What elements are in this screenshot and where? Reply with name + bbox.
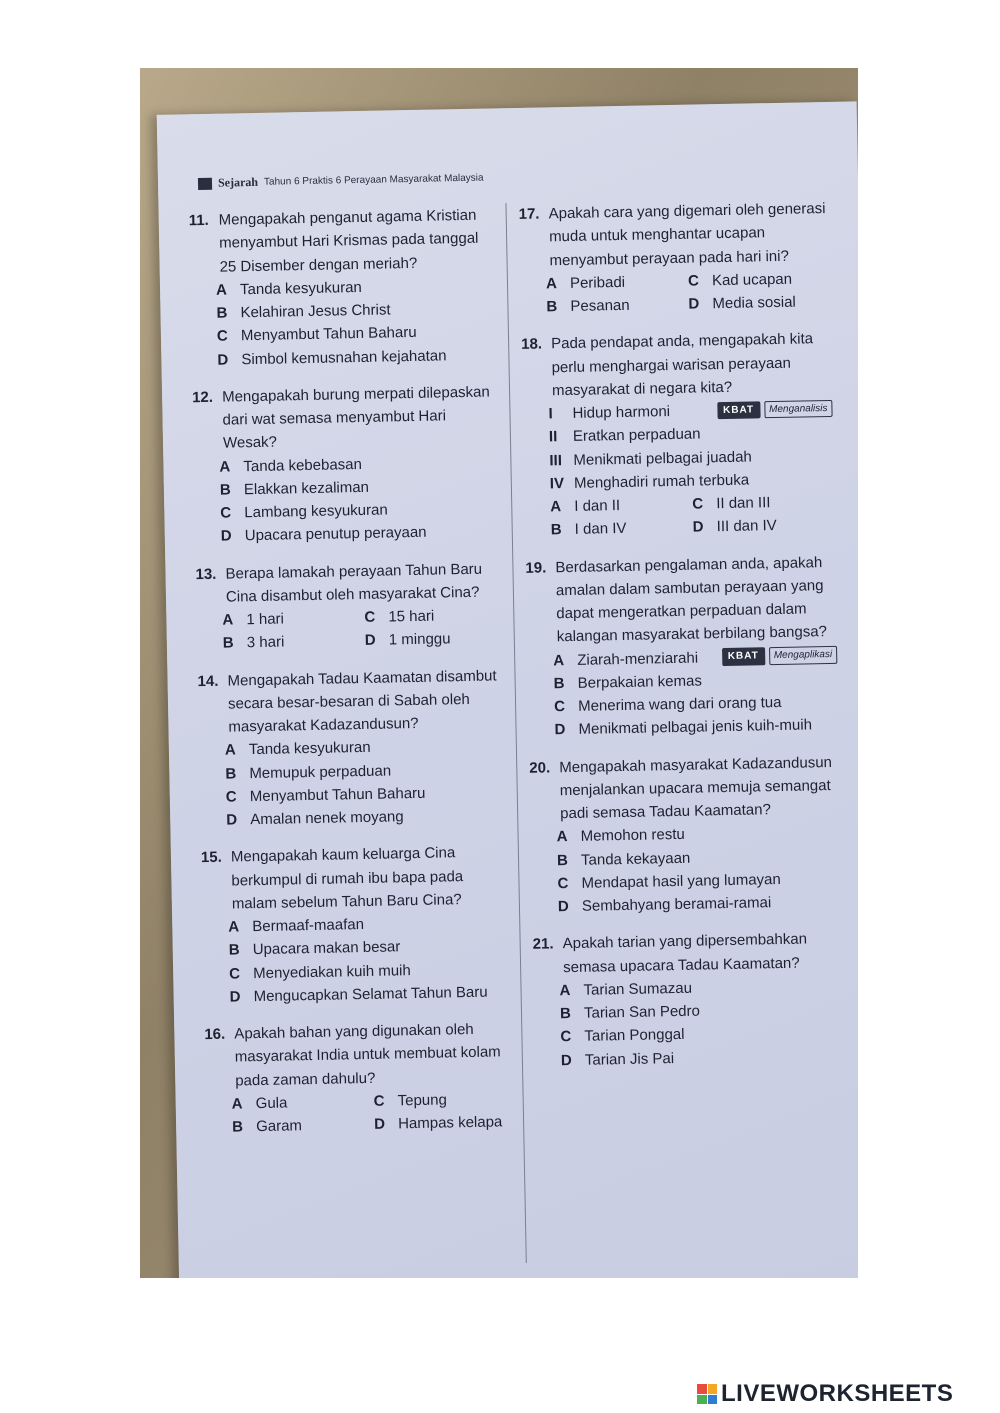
- option-letter: B: [228, 941, 240, 959]
- option-text: Tarian Ponggal: [584, 1026, 685, 1046]
- option-text: Memohon restu: [580, 826, 685, 846]
- option-letter: A: [231, 1095, 243, 1113]
- option-text: Lambang kesyukuran: [244, 501, 388, 522]
- option[interactable]: [191, 343, 501, 372]
- question-15: [201, 840, 514, 1009]
- question-text: Mengapakah masyarakat Kadazandusun menjalankan upacara memuja semangat padi semasa Tadau Kaamatan?: [559, 753, 833, 823]
- option-letter: A: [215, 281, 228, 299]
- option-letter: B: [546, 298, 558, 316]
- option-letter: A: [228, 918, 240, 936]
- option-text: 1 hari: [246, 610, 285, 629]
- option-text: Media sosial: [712, 293, 796, 313]
- right-column: [518, 197, 845, 1087]
- answer-options: [524, 490, 835, 542]
- option-letter: D: [217, 351, 229, 369]
- question-number: 11.: [188, 211, 209, 230]
- page-header: [198, 171, 484, 191]
- mark-square-green: [697, 1395, 707, 1405]
- option-text: Memupuk perpaduan: [249, 761, 392, 782]
- question-text: Apakah bahan yang digunakan oleh masyarakat India untuk membuat kolam pada zaman dahulu?: [234, 1020, 501, 1089]
- option-letter: D: [688, 295, 700, 313]
- option-text: Tanda kesyukuran: [248, 739, 371, 759]
- option[interactable]: [200, 803, 510, 832]
- option[interactable]: [532, 890, 842, 919]
- option-text: Upacara makan besar: [252, 938, 401, 959]
- option-text: Tarian Sumazau: [583, 979, 693, 999]
- option-text: 1 minggu: [388, 630, 451, 649]
- question-number: 20.: [529, 758, 551, 777]
- option-text: Kelahiran Jesus Christ: [240, 301, 391, 322]
- option-text: Tarian Jis Pai: [584, 1049, 675, 1069]
- option[interactable]: [546, 293, 688, 319]
- option[interactable]: [223, 629, 365, 655]
- option-text: 3 hari: [246, 633, 285, 652]
- option-text: Menyediakan kuih muih: [253, 961, 411, 982]
- option[interactable]: [688, 290, 830, 316]
- kbat-badge: [717, 400, 833, 420]
- question-18: [521, 327, 835, 542]
- option-letter: B: [553, 674, 565, 693]
- answer-options: [520, 267, 831, 319]
- option-text: Kad ucapan: [711, 270, 793, 289]
- question-number: 14.: [197, 672, 219, 690]
- option-letter: D: [226, 811, 238, 829]
- option[interactable]: [222, 606, 364, 632]
- option-letter: A: [222, 611, 234, 629]
- option-text: II dan III: [716, 494, 771, 513]
- option-text: Berpakaian kemas: [577, 672, 703, 692]
- question-number: 13.: [195, 565, 217, 583]
- option[interactable]: [364, 603, 506, 629]
- subject-title: Sejarah: [217, 174, 259, 190]
- option-text: Ziarah-menziarahi: [577, 649, 699, 669]
- mark-square-blue: [708, 1395, 718, 1405]
- option-letter: A: [545, 274, 558, 293]
- option-text: Tepung: [397, 1091, 448, 1110]
- answer-options: [205, 1087, 516, 1139]
- book-logo-icon: [198, 177, 212, 189]
- question-number: 18.: [521, 335, 543, 354]
- option-letter: C: [225, 788, 237, 806]
- option-letter: A: [553, 651, 565, 669]
- option-text: Upacara penutup perayaan: [244, 523, 427, 545]
- option-letter: D: [560, 1051, 572, 1069]
- question-11: [189, 203, 502, 372]
- option[interactable]: [365, 626, 507, 652]
- option-letter: A: [219, 457, 231, 476]
- worksheet-page: [157, 101, 858, 1278]
- option-letter: C: [373, 1092, 385, 1110]
- option-letter: A: [556, 828, 568, 846]
- question-17: [518, 197, 830, 319]
- option-text: III dan IV: [716, 517, 777, 536]
- kbat-badge: [722, 646, 838, 666]
- option-text: Mengucapkan Selamat Tahun Baru: [253, 983, 488, 1005]
- question-number: 12.: [191, 388, 214, 406]
- option[interactable]: [692, 513, 834, 539]
- option-text: I dan IV: [574, 520, 627, 539]
- option-letter: B: [559, 1005, 572, 1023]
- option-letter: B: [216, 304, 228, 322]
- statement-text: Hidup harmoni: [572, 403, 671, 422]
- option-text: Amalan nenek moyang: [250, 808, 404, 829]
- option-letter: D: [692, 518, 704, 536]
- option-letter: C: [692, 495, 704, 513]
- option[interactable]: [528, 713, 838, 742]
- option-letter: D: [557, 898, 569, 916]
- option-letter: B: [556, 851, 569, 869]
- option-letter: B: [222, 634, 234, 652]
- option-letter: B: [550, 521, 562, 539]
- option-letter: A: [559, 981, 571, 1000]
- question-text: Berdasarkan pengalaman anda, apakah amalan dalam sambutan perayaan yang dapat mengeratkan perpaduan dalam kalangan masyarakat berbilang bangsa?: [555, 553, 828, 646]
- question-text: Mengapakah Tadau Kaamatan disambut secara besar-besaran di Sabah oleh masyarakat Kadazandusun?: [227, 666, 497, 736]
- question-text: Mengapakah penganut agama Kristian menyambut Hari Krismas pada tanggal 25 Disember dengan meriah?: [218, 206, 479, 276]
- brand-name: LIVEWORKSHEETS: [721, 1380, 954, 1407]
- option-letter: C: [364, 608, 376, 626]
- question-16: [204, 1017, 516, 1139]
- question-19: [525, 550, 839, 742]
- question-20: [529, 750, 842, 919]
- statement-text: Eratkan perpaduan: [572, 425, 701, 446]
- option-letter: B: [231, 1118, 244, 1136]
- question-text: Apakah tarian yang dipersembahkan semasa upacara Tadau Kaamatan?: [562, 930, 808, 976]
- option-text: 15 hari: [388, 607, 435, 626]
- question-number: 17.: [518, 205, 540, 223]
- option-text: Garam: [255, 1117, 303, 1136]
- mark-square-orange: [708, 1384, 718, 1394]
- question-13: [195, 557, 507, 656]
- answer-options: [196, 603, 507, 655]
- option[interactable]: [688, 267, 830, 293]
- option-text: Bermaaf-maafan: [252, 915, 365, 936]
- option-letter: A: [224, 741, 236, 759]
- liveworksheets-logo: [697, 1380, 953, 1408]
- option[interactable]: [231, 1090, 373, 1116]
- option-letter: C: [229, 964, 241, 983]
- kbat-tag: KBAT: [722, 648, 765, 666]
- kbat-label: Menganalisis: [764, 400, 833, 419]
- option-text: Hampas kelapa: [397, 1113, 503, 1133]
- option-text: Menyambut Tahun Baharu: [240, 324, 417, 345]
- option[interactable]: [546, 269, 688, 295]
- question-text: Apakah cara yang digemari oleh generasi muda untuk menghantar ucapan menyambut perayaan pada hari ini?: [548, 200, 826, 269]
- option[interactable]: [203, 980, 513, 1009]
- question-text: Berapa lamakah perayaan Tahun Baru Cina disambut oleh masyarakat Cina?: [225, 560, 483, 606]
- question-number: 16.: [204, 1025, 226, 1044]
- option-letter: D: [373, 1115, 386, 1133]
- kbat-label: Mengaplikasi: [769, 646, 838, 665]
- mark-square-red: [697, 1384, 707, 1394]
- option[interactable]: [550, 493, 692, 519]
- option-text: Tanda kesyukuran: [239, 278, 362, 299]
- option-text: I dan II: [574, 497, 621, 515]
- option-letter: A: [550, 498, 562, 516]
- option-text: Peribadi: [569, 273, 626, 292]
- question-21: [532, 927, 845, 1072]
- option-text: Simbol kemusnahan kejahatan: [241, 346, 447, 368]
- option-letter: D: [554, 721, 566, 739]
- option-text: Tarian San Pedro: [583, 1002, 701, 1022]
- statement-numeral: I: [548, 405, 553, 423]
- option-letter: B: [225, 764, 237, 783]
- option-letter: C: [220, 504, 232, 522]
- option-text: Tanda kekayaan: [580, 849, 691, 869]
- option-text: Elakkan kezaliman: [243, 478, 370, 498]
- question-text: Pada pendapat anda, mengapakah kita perlu menghargai warisan perayaan masyarakat di negara kita?: [551, 330, 814, 400]
- option-text: Menikmati pelbagai jenis kuih-muih: [578, 716, 813, 739]
- option-text: Gula: [255, 1094, 288, 1112]
- option-text: Sembahyang beramai-ramai: [581, 894, 772, 915]
- option-letter: C: [557, 874, 569, 893]
- question-number: 21.: [532, 935, 554, 954]
- option-text: Pesanan: [570, 296, 630, 315]
- statement-text: Menikmati pelbagai juadah: [573, 447, 752, 469]
- question-number: 15.: [200, 848, 222, 867]
- option[interactable]: [551, 516, 693, 542]
- question-12: [192, 380, 505, 549]
- option-letter: C: [553, 698, 566, 716]
- option-text: Mendapat hasil yang lumayan: [581, 870, 781, 892]
- option[interactable]: [374, 1110, 516, 1136]
- option-letter: D: [220, 527, 232, 545]
- kbat-tag: KBAT: [717, 401, 760, 419]
- option-letter: D: [229, 988, 241, 1006]
- option-text: Menerima wang dari orang tua: [577, 693, 782, 715]
- question-text: Mengapakah kaum keluarga Cina berkumpul di rumah ibu bapa pada malam sebelum Tahun Baru Cina?: [230, 844, 464, 913]
- header-subtitle: Tahun 6 Praktis 6 Perayaan Masyarakat Malaysia: [263, 172, 484, 188]
- option-letter: C: [560, 1028, 572, 1046]
- question-text: Mengapakah burung merpati dilepaskan dari wat semasa menyambut Hari Wesak?: [221, 383, 490, 452]
- statement-numeral: III: [549, 451, 563, 469]
- option-text: Menyambut Tahun Baharu: [249, 784, 426, 805]
- option-letter: B: [219, 481, 231, 499]
- option[interactable]: [373, 1087, 515, 1113]
- option-letter: D: [364, 631, 376, 650]
- question-14: [197, 664, 510, 833]
- option[interactable]: [692, 490, 834, 516]
- left-column: [189, 203, 517, 1153]
- statement-text: Menghadiri rumah terbuka: [573, 471, 750, 492]
- liveworksheets-mark-icon: [697, 1384, 717, 1404]
- option-letter: C: [216, 327, 228, 345]
- option-letter: C: [687, 272, 699, 290]
- option[interactable]: [232, 1113, 374, 1139]
- option[interactable]: [195, 519, 505, 548]
- option[interactable]: [535, 1043, 845, 1072]
- statement-numeral: IV: [549, 474, 565, 493]
- statement-numeral: II: [548, 428, 558, 446]
- question-number: 19.: [525, 558, 547, 577]
- option-text: Tanda kebebasan: [243, 455, 363, 475]
- photo-background: [140, 68, 858, 1278]
